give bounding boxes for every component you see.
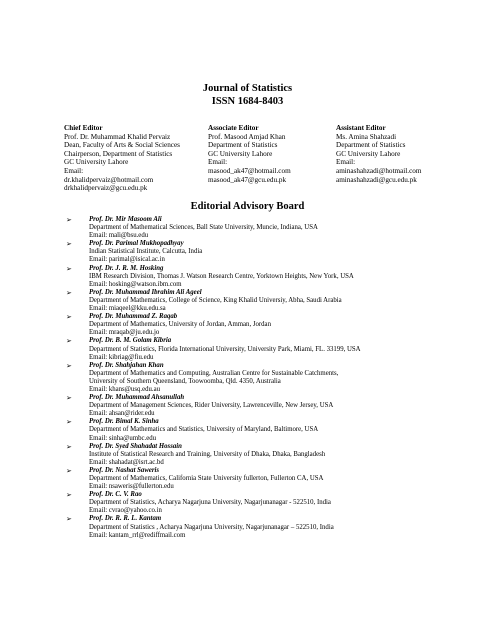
chief-editor-block: [64, 124, 180, 193]
member-affiliation: Department of Mathematical Sciences, Ball State University, Muncie, Indiana, USA: [89, 224, 318, 232]
arrow-bullet-icon: ➢: [66, 264, 72, 273]
journal-issn: ISSN 1684-8403: [211, 96, 284, 107]
arrow-bullet-icon: ➢: [66, 361, 72, 370]
member-name: Prof. Dr. Muhammad Ahsanullah: [89, 394, 185, 402]
member-email: Email: nsaweris@fullerton.edu: [89, 483, 174, 491]
assistant-editor-block: [336, 124, 421, 184]
advisory-member: [66, 467, 476, 491]
arrow-bullet-icon: ➢: [66, 337, 72, 346]
member-name: Prof. Dr. Parimal Mukhopadhyay: [89, 240, 184, 248]
member-affiliation: Institute of Statistical Research and Training, University of Dhaka, Dhaka, Bangladesh: [89, 450, 326, 458]
chief-editor-line: Email:: [64, 166, 84, 175]
assistant-editor-heading: Assistant Editor: [336, 124, 386, 132]
assistant-editor-email: aminashahzadi@hotmail.com: [336, 166, 422, 175]
member-affiliation: Department of Mathematics and Statistics, University of Maryland, Baltimore, USA: [89, 426, 319, 434]
member-name: Prof. Dr. Shahjahan Khan: [89, 361, 164, 369]
member-name: Prof. Dr. B. M. Golam Kibria: [89, 337, 172, 345]
associate-editor-line: Prof. Masood Amjad Khan: [208, 132, 286, 141]
chief-editor-email: dr.khalidpervaiz@hotmail.com: [64, 175, 154, 184]
arrow-bullet-icon: ➢: [66, 491, 72, 500]
member-affiliation: Department of Statistics , Acharya Nagarjuna University, Nagarjunanagar – 522510, India: [89, 523, 334, 531]
chief-editor-email: drkhalidpervaiz@gcu.edu.pk: [64, 184, 148, 193]
associate-editor-heading: Associate Editor: [208, 124, 259, 132]
advisory-member: [66, 443, 476, 467]
member-affiliation: Department of Mathematics, University of Jordan, Amman, Jordan: [89, 321, 271, 329]
arrow-bullet-icon: ➢: [66, 515, 72, 524]
member-email: Email: sinha@umbc.edu: [89, 434, 157, 442]
arrow-bullet-icon: ➢: [66, 418, 72, 427]
assistant-editor-email: aminashahzadi@gcu.edu.pk: [336, 175, 417, 184]
associate-editor-line: Email:: [208, 158, 228, 167]
member-email: Email: miaqeel@kku.edu.sa: [89, 305, 166, 313]
member-name: Prof. Dr. Mir Masoom Ali: [89, 216, 162, 223]
member-affiliation: University of Southern Queensland, Toowoomba, Qld. 4350, Australia: [89, 377, 281, 385]
member-name: Prof. Dr. R. R. L. Kantam: [89, 515, 162, 523]
advisory-member: [66, 240, 476, 264]
advisory-member: [66, 491, 476, 515]
member-affiliation: Indian Statistical Institute, Calcutta, India: [89, 248, 203, 256]
assistant-editor-line: Ms. Amina Shahzadi: [336, 132, 397, 141]
advisory-member: [66, 515, 476, 539]
chief-editor-heading: Chief Editor: [64, 124, 103, 132]
chief-editor-line: Chairperson, Department of Statistics: [64, 149, 173, 158]
member-email: Email: parimal@isical.ac.in: [89, 256, 165, 264]
advisory-member: [66, 418, 476, 442]
advisory-board-list: [66, 216, 476, 540]
member-email: Email: mali@bsu.edu: [89, 232, 149, 240]
arrow-bullet-icon: ➢: [66, 313, 72, 322]
member-name: Prof. Dr. C. V. Rao: [89, 491, 142, 499]
member-name: Prof. Dr. Bimal K. Sinha: [89, 418, 159, 426]
advisory-member: [66, 394, 476, 418]
member-name: Prof. Dr. Syed Shahadat Hossain: [89, 442, 182, 450]
chief-editor-line: Prof. Dr. Muhammad Khalid Pervaiz: [64, 132, 171, 141]
chief-editor-line: GC University Lahore: [64, 158, 129, 167]
arrow-bullet-icon: ➢: [66, 394, 72, 403]
arrow-bullet-icon: ➢: [66, 240, 72, 249]
advisory-member: [66, 313, 476, 337]
member-affiliation: Department of Statistics, Acharya Nagarjuna University, Nagarjunanagar - 522510, India: [89, 499, 331, 507]
advisory-member: [66, 265, 476, 289]
member-email: Email: hosking@watson.ibm.com: [89, 280, 182, 288]
advisory-member: [66, 216, 476, 240]
member-email: Email: kibriag@fiu.edu: [89, 353, 154, 361]
associate-editor-line: Department of Statistics: [208, 141, 278, 150]
arrow-bullet-icon: ➢: [66, 216, 72, 224]
member-name: Prof. Dr. J. R. M. Hosking: [89, 264, 164, 272]
advisory-member: [66, 289, 476, 313]
member-name: Prof. Dr. Nashat Saweris: [89, 466, 160, 474]
member-affiliation: Department of Mathematics and Computing, Australian Centre for Sustainable Catchments,: [89, 369, 339, 377]
member-affiliation: Department of Statistics, Florida International University, University Park, Miami, FL. 33199, USA: [89, 345, 361, 353]
member-affiliation: Department of Management Sciences, Rider University, Lawrenceville, New Jersey, USA: [89, 402, 334, 410]
member-affiliation: Department of Mathematics, College of Science, King Khalid Universiy, Abha, Saudi Arabia: [89, 296, 342, 304]
arrow-bullet-icon: ➢: [66, 288, 72, 297]
associate-editor-line: GC University Lahore: [208, 149, 273, 158]
chief-editor-line: Dean, Faculty of Arts & Social Sciences: [64, 141, 180, 150]
member-email: Email: ahsan@rider.edu: [89, 410, 155, 418]
member-name: Prof. Dr. Muhammad Ibrahim Ali Ageel: [89, 288, 202, 296]
journal-title: Journal of Statistics: [202, 83, 293, 94]
assistant-editor-line: GC University Lahore: [336, 149, 401, 158]
member-affiliation: Department of Mathematics, California State University fullerton, Fullerton CA, USA: [89, 475, 324, 482]
member-email: Email: khans@usq.edu.au: [89, 385, 161, 393]
associate-editor-email: masood_ak47@hotmail.com: [208, 166, 291, 175]
arrow-bullet-icon: ➢: [66, 466, 72, 475]
associate-editor-block: [208, 124, 291, 184]
associate-editor-email: masood_ak47@gcu.edu.pk: [208, 175, 287, 184]
member-email: Email: kantam_rrl@rediffmail.com: [89, 531, 186, 539]
member-email: Email: cvrao@yahoo.co.in: [89, 507, 162, 515]
advisory-board-title: Editorial Advisory Board: [190, 201, 305, 212]
advisory-member: [66, 362, 476, 394]
assistant-editor-line: Email:: [336, 158, 356, 167]
member-email: Email: mraqab@ju.edu.jo: [89, 329, 160, 337]
member-name: Prof. Dr. Muhammad Z. Raqab: [89, 313, 178, 321]
advisory-member: [66, 337, 476, 361]
member-email: Email: shahadat@isrt.ac.bd: [89, 458, 164, 466]
assistant-editor-line: Department of Statistics: [336, 141, 406, 150]
arrow-bullet-icon: ➢: [66, 442, 72, 451]
member-affiliation: IBM Research Division, Thomas J. Watson Research Centre, Yorktown Heights, New York, USA: [89, 272, 354, 280]
